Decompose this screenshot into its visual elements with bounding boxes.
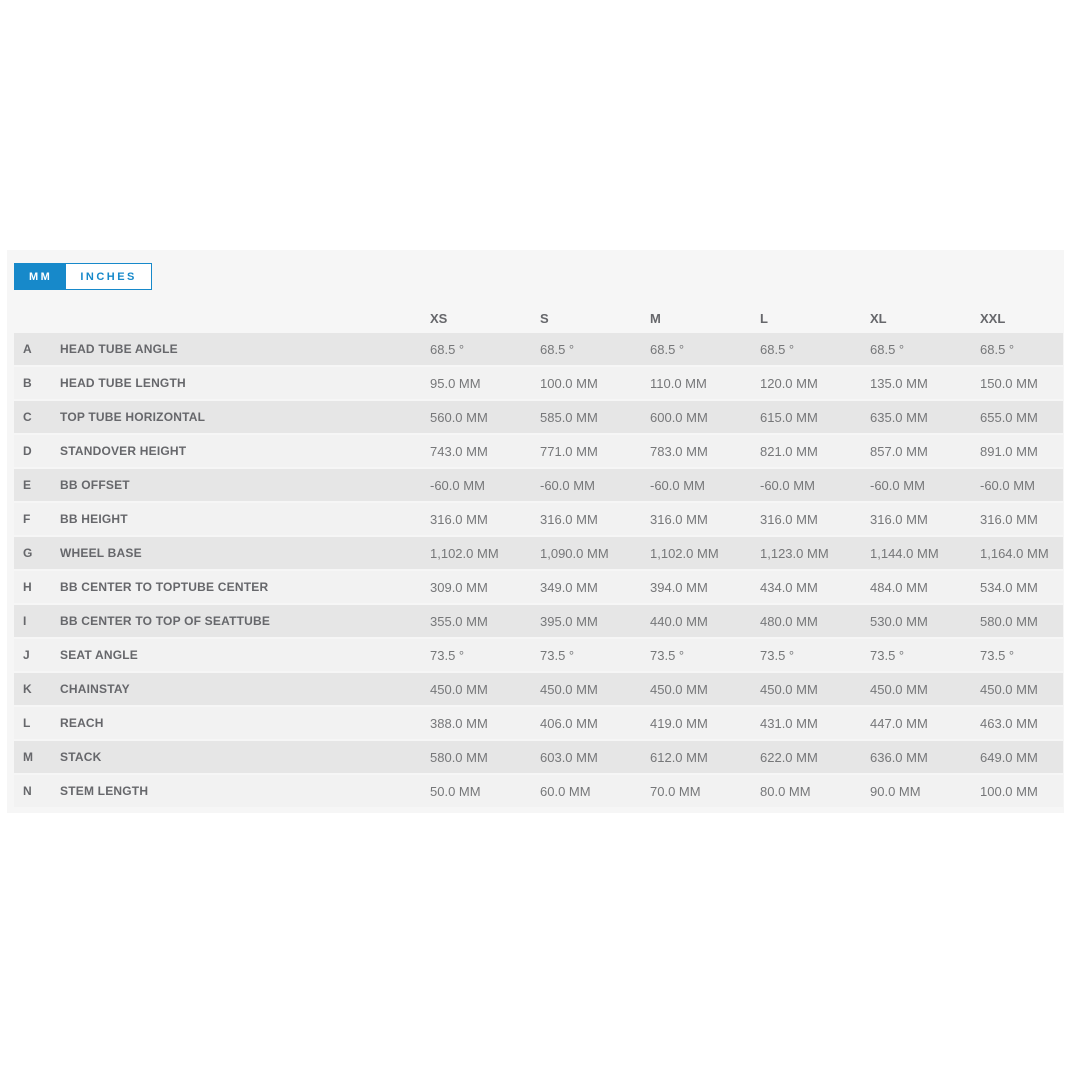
value-xl: 450.0 MM [870, 681, 928, 697]
value-xs: 1,102.0 MM [430, 545, 499, 561]
row-label: CHAINSTAY [60, 682, 130, 696]
geometry-row-m [14, 741, 1063, 773]
value-m: 419.0 MM [650, 715, 708, 731]
row-letter: H [23, 580, 32, 594]
value-l: 622.0 MM [760, 749, 818, 765]
value-l: -60.0 MM [760, 477, 815, 493]
row-label: BB CENTER TO TOP OF SEATTUBE [60, 614, 271, 628]
value-s: 1,090.0 MM [540, 545, 609, 561]
unit-inches-button[interactable]: INCHES [66, 264, 151, 289]
value-xs: 355.0 MM [430, 613, 488, 629]
row-letter: B [23, 376, 32, 390]
geometry-row-b [14, 367, 1063, 399]
value-xs: -60.0 MM [430, 477, 485, 493]
value-xxl: 655.0 MM [980, 409, 1038, 425]
value-xl: 1,144.0 MM [870, 545, 939, 561]
row-label: STEM LENGTH [60, 784, 149, 798]
value-l: 73.5 ° [760, 647, 795, 663]
row-label: STANDOVER HEIGHT [60, 444, 187, 458]
value-s: 406.0 MM [540, 715, 598, 731]
value-xl: 90.0 MM [870, 783, 921, 799]
value-xl: 316.0 MM [870, 511, 928, 527]
value-xs: 50.0 MM [430, 783, 481, 799]
geometry-row-e [14, 469, 1063, 501]
value-s: 68.5 ° [540, 341, 575, 357]
row-letter: C [23, 410, 32, 424]
value-s: 316.0 MM [540, 511, 598, 527]
geometry-row-f [14, 503, 1063, 535]
value-s: -60.0 MM [540, 477, 595, 493]
value-xxl: 649.0 MM [980, 749, 1038, 765]
value-s: 100.0 MM [540, 375, 598, 391]
geometry-row-c [14, 401, 1063, 433]
row-label: BB OFFSET [60, 478, 130, 492]
geometry-row-a [14, 333, 1063, 365]
size-column-header-m: M [650, 310, 661, 326]
value-xl: 636.0 MM [870, 749, 928, 765]
row-label: HEAD TUBE ANGLE [60, 342, 178, 356]
value-xs: 580.0 MM [430, 749, 488, 765]
size-column-header-l: L [760, 310, 768, 326]
value-m: 450.0 MM [650, 681, 708, 697]
geometry-row-l [14, 707, 1063, 739]
value-xs: 388.0 MM [430, 715, 488, 731]
value-m: 600.0 MM [650, 409, 708, 425]
size-column-header-s: S [540, 310, 549, 326]
value-xl: 447.0 MM [870, 715, 928, 731]
value-l: 316.0 MM [760, 511, 818, 527]
value-xxl: 891.0 MM [980, 443, 1038, 459]
value-l: 821.0 MM [760, 443, 818, 459]
value-s: 395.0 MM [540, 613, 598, 629]
value-xxl: 100.0 MM [980, 783, 1038, 799]
value-xs: 95.0 MM [430, 375, 481, 391]
value-xl: 135.0 MM [870, 375, 928, 391]
value-l: 450.0 MM [760, 681, 818, 697]
size-column-header-xxl: XXL [980, 310, 1006, 326]
value-m: 1,102.0 MM [650, 545, 719, 561]
size-column-header-xs: XS [430, 310, 448, 326]
value-s: 450.0 MM [540, 681, 598, 697]
value-m: 783.0 MM [650, 443, 708, 459]
row-letter: N [23, 784, 32, 798]
value-s: 349.0 MM [540, 579, 598, 595]
value-xs: 73.5 ° [430, 647, 465, 663]
value-xl: 68.5 ° [870, 341, 905, 357]
value-l: 434.0 MM [760, 579, 818, 595]
value-s: 60.0 MM [540, 783, 591, 799]
value-xxl: 73.5 ° [980, 647, 1015, 663]
geometry-row-i [14, 605, 1063, 637]
value-xs: 309.0 MM [430, 579, 488, 595]
row-label: BB HEIGHT [60, 512, 128, 526]
value-xxl: 450.0 MM [980, 681, 1038, 697]
value-s: 585.0 MM [540, 409, 598, 425]
row-label: WHEEL BASE [60, 546, 142, 560]
value-l: 80.0 MM [760, 783, 811, 799]
row-letter: E [23, 478, 32, 492]
value-m: 440.0 MM [650, 613, 708, 629]
geometry-panel [7, 250, 1064, 813]
row-label: STACK [60, 750, 102, 764]
value-xxl: 463.0 MM [980, 715, 1038, 731]
value-xl: -60.0 MM [870, 477, 925, 493]
row-label: TOP TUBE HORIZONTAL [60, 410, 206, 424]
value-xl: 635.0 MM [870, 409, 928, 425]
value-xl: 530.0 MM [870, 613, 928, 629]
value-m: 68.5 ° [650, 341, 685, 357]
row-letter: M [23, 750, 33, 764]
row-label: BB CENTER TO TOPTUBE CENTER [60, 580, 269, 594]
value-xs: 316.0 MM [430, 511, 488, 527]
geometry-row-d [14, 435, 1063, 467]
value-l: 1,123.0 MM [760, 545, 829, 561]
value-l: 615.0 MM [760, 409, 818, 425]
row-letter: G [23, 546, 33, 560]
value-xl: 484.0 MM [870, 579, 928, 595]
value-m: 73.5 ° [650, 647, 685, 663]
value-xs: 450.0 MM [430, 681, 488, 697]
unit-toggle [14, 263, 152, 290]
value-xxl: 316.0 MM [980, 511, 1038, 527]
value-xl: 73.5 ° [870, 647, 905, 663]
value-l: 68.5 ° [760, 341, 795, 357]
value-xs: 743.0 MM [430, 443, 488, 459]
value-xxl: 534.0 MM [980, 579, 1038, 595]
value-s: 73.5 ° [540, 647, 575, 663]
value-xxl: 580.0 MM [980, 613, 1038, 629]
row-letter: I [23, 614, 27, 628]
value-xs: 68.5 ° [430, 341, 465, 357]
row-label: SEAT ANGLE [60, 648, 139, 662]
row-label: HEAD TUBE LENGTH [60, 376, 186, 390]
value-s: 771.0 MM [540, 443, 598, 459]
row-label: REACH [60, 716, 104, 730]
geometry-table [14, 303, 1063, 809]
row-letter: D [23, 444, 32, 458]
value-m: 110.0 MM [650, 375, 707, 391]
value-m: 70.0 MM [650, 783, 701, 799]
unit-mm-button[interactable]: MM [15, 264, 66, 289]
value-xxl: 68.5 ° [980, 341, 1015, 357]
geometry-row-h [14, 571, 1063, 603]
value-l: 120.0 MM [760, 375, 818, 391]
size-header-row [14, 303, 1063, 333]
value-xxl: 1,164.0 MM [980, 545, 1049, 561]
value-xl: 857.0 MM [870, 443, 928, 459]
row-letter: A [23, 342, 32, 356]
row-letter: L [23, 716, 31, 730]
row-letter: F [23, 512, 31, 526]
geometry-row-j [14, 639, 1063, 671]
geometry-row-n [14, 775, 1063, 807]
size-column-header-xl: XL [870, 310, 887, 326]
value-l: 480.0 MM [760, 613, 818, 629]
value-m: 612.0 MM [650, 749, 708, 765]
value-m: -60.0 MM [650, 477, 705, 493]
geometry-row-g [14, 537, 1063, 569]
value-s: 603.0 MM [540, 749, 598, 765]
row-letter: J [23, 648, 30, 662]
geometry-rows [14, 333, 1063, 807]
value-xxl: -60.0 MM [980, 477, 1035, 493]
value-m: 316.0 MM [650, 511, 708, 527]
value-xxl: 150.0 MM [980, 375, 1038, 391]
value-m: 394.0 MM [650, 579, 708, 595]
row-letter: K [23, 682, 32, 696]
geometry-row-k [14, 673, 1063, 705]
value-l: 431.0 MM [760, 715, 818, 731]
value-xs: 560.0 MM [430, 409, 488, 425]
